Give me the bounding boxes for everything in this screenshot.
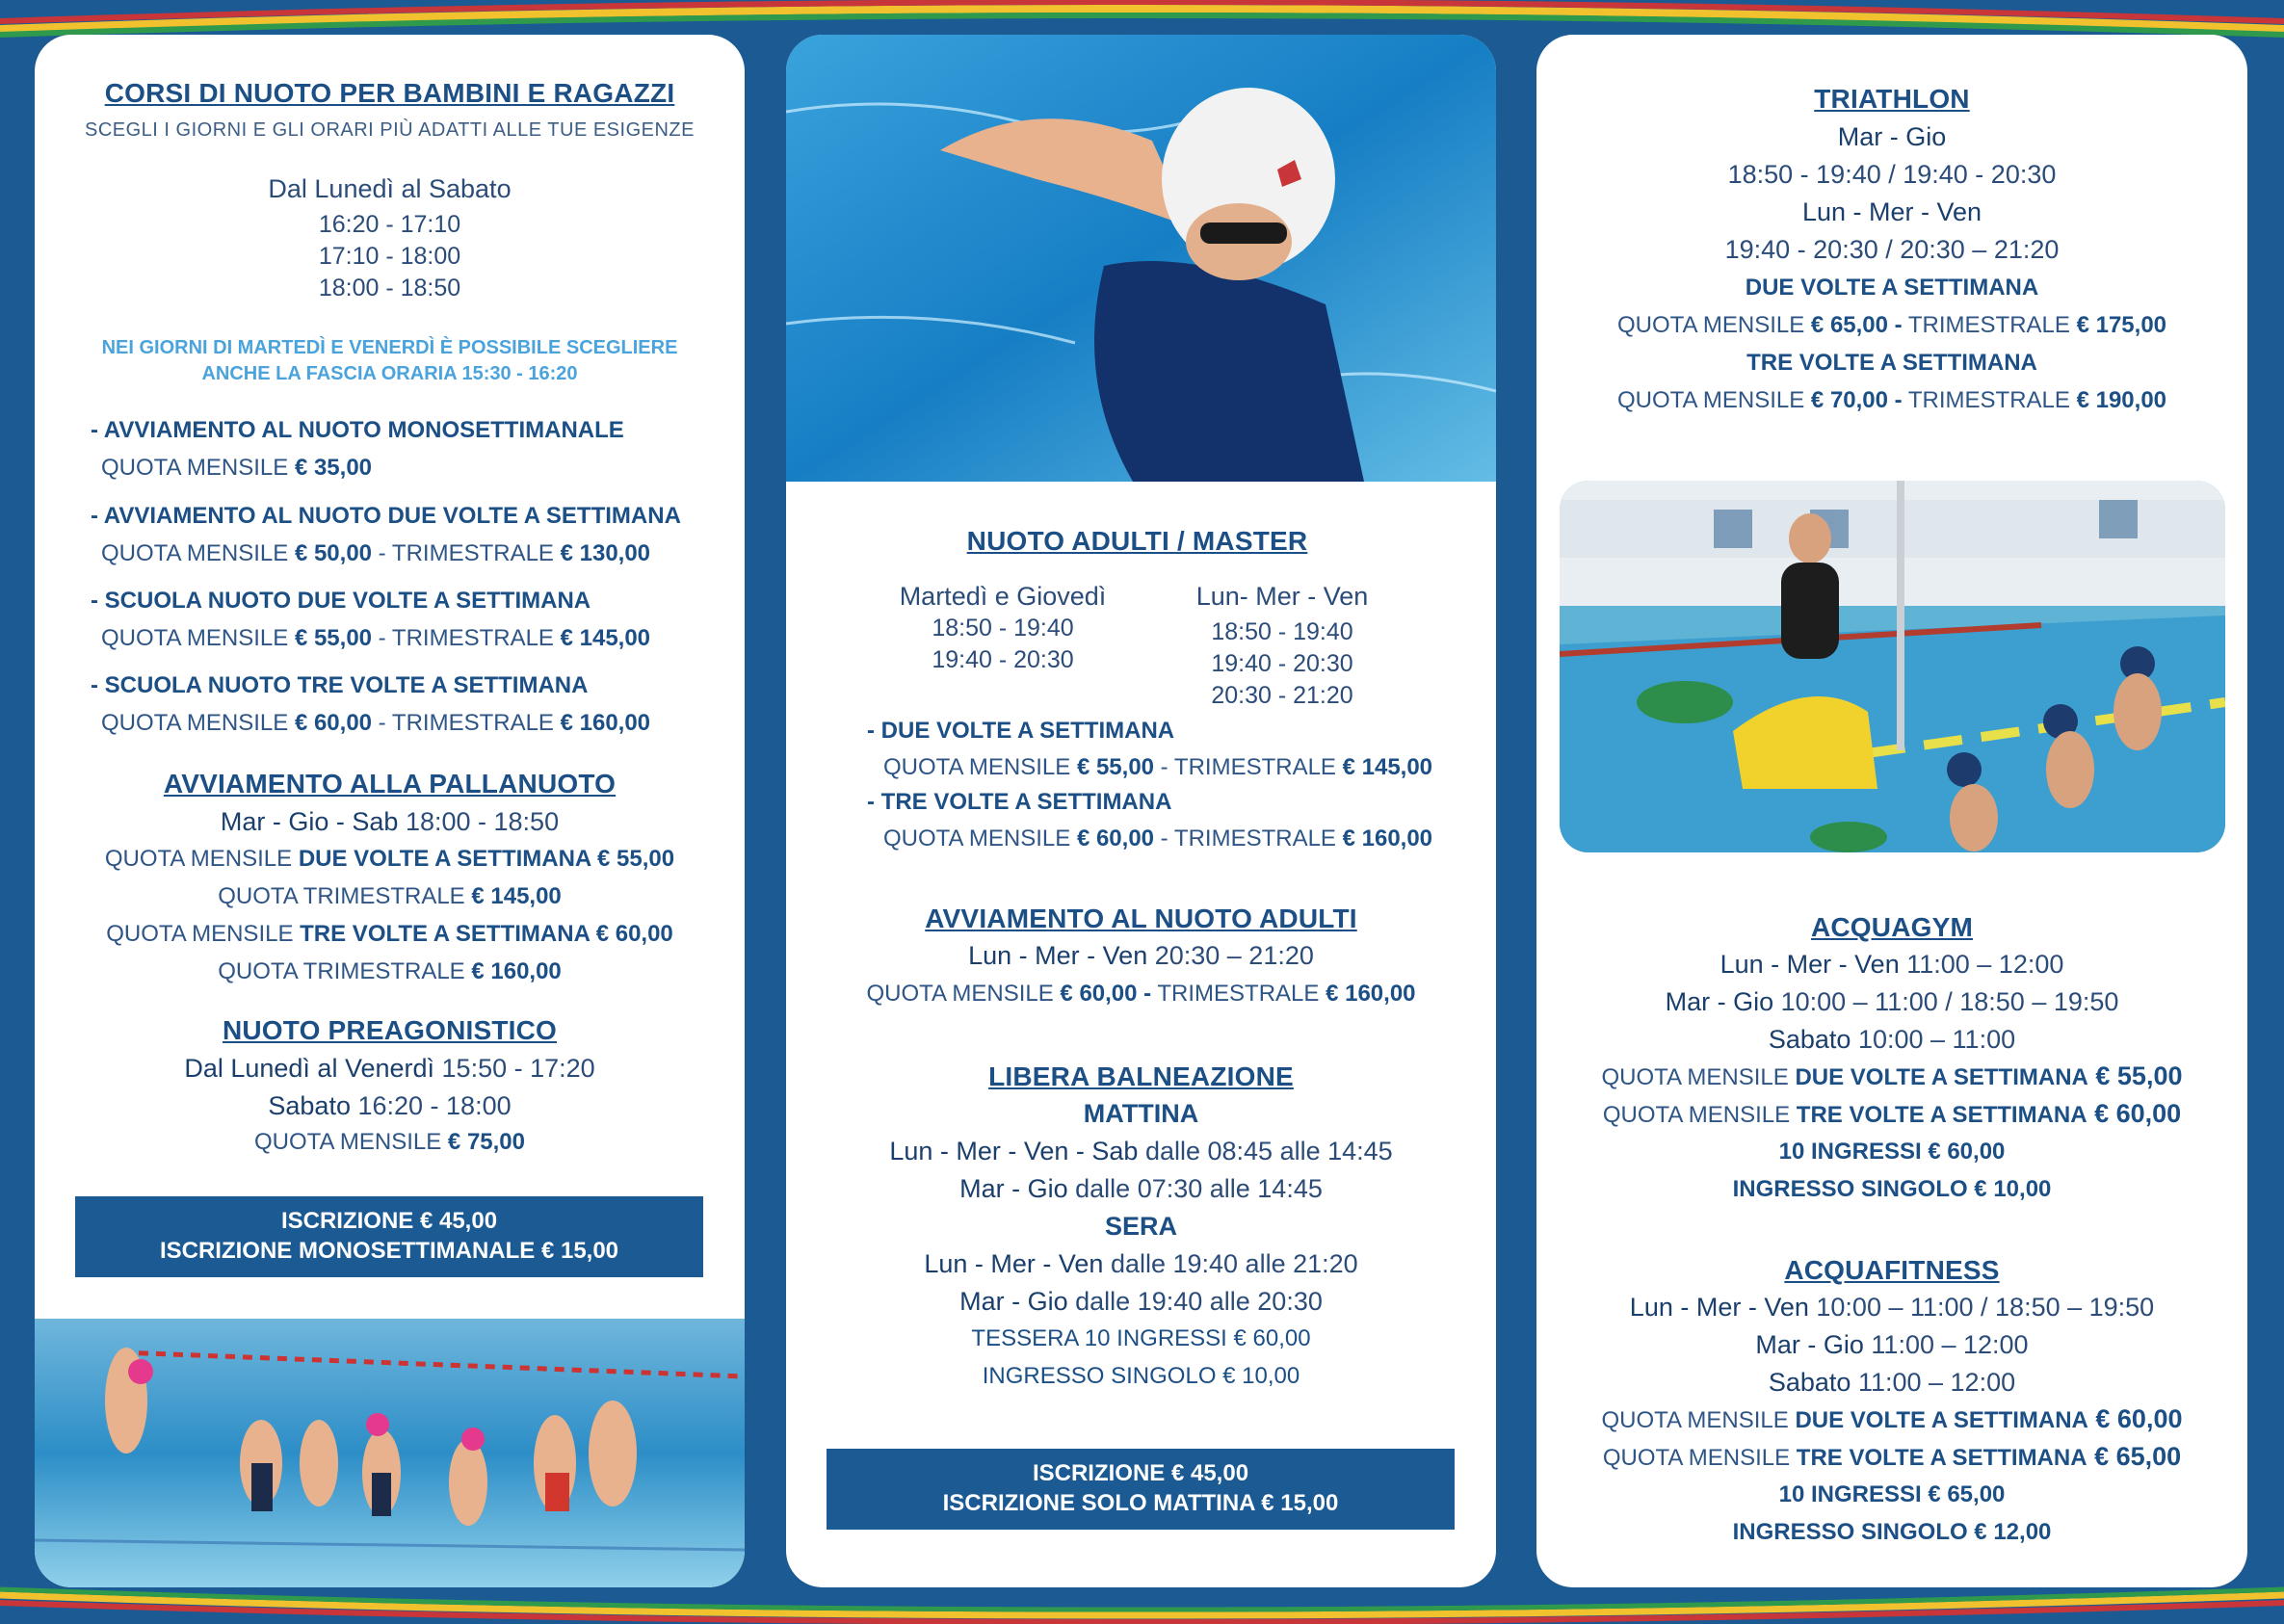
course-4-name: - SCUOLA NUOTO TRE VOLTE A SETTIMANA [91,672,589,698]
triathlon-due: DUE VOLTE A SETTIMANA [1745,275,2039,301]
adulti-title: NUOTO ADULTI / MASTER [966,526,1308,556]
libera-mattina: MATTINA [1083,1099,1199,1128]
triathlon-due-quota: QUOTA MENSILE € 65,00 - TRIMESTRALE € 175,00 [1616,312,2167,338]
triathlon-days-2: Lun - Mer - Ven [1801,197,1982,226]
pallanuoto-quota-1: QUOTA MENSILE DUE VOLTE A SETTIMANA € 55,00 [104,846,675,872]
adulti-col-2-head: Lun- Mer - Ven [1195,582,1369,611]
pallanuoto-quota-3: QUOTA MENSILE TRE VOLTE A SETTIMANA € 60,00 [106,921,673,947]
kids-underwater-photo [35,1319,745,1587]
avviamento-adulti-title: AVVIAMENTO AL NUOTO ADULTI [925,904,1357,933]
avviamento-adulti-schedule: Lun - Mer - Ven 20:30 – 21:20 [968,941,1314,970]
libera-title: LIBERA BALNEAZIONE [988,1061,1294,1091]
kids-note-2: ANCHE LA FASCIA ORARIA 15:30 - 16:20 [201,363,578,384]
left-enrollment-banner [75,1196,703,1277]
triathlon-tre: TRE VOLTE A SETTIMANA [1746,350,2037,376]
acquagym-title: ACQUAGYM [1810,912,1974,942]
acquagym-photo [1560,481,2225,852]
middle-banner-line-1: ISCRIZIONE € 45,00 [1032,1460,1249,1486]
course-2-quota: QUOTA MENSILE € 50,00 - TRIMESTRALE € 130,00 [101,540,651,566]
acquagym-quota-1: QUOTA MENSILE DUE VOLTE A SETTIMANA € 55,00 [1601,1061,2183,1090]
acquafitness-title: ACQUAFITNESS [1784,1255,2000,1285]
middle-panel [786,35,1496,1587]
libera-mattina-2: Mar - Gio dalle 07:30 alle 14:45 [959,1174,1323,1203]
bottom-color-stripes [0,1585,2284,1624]
course-1-name: - AVVIAMENTO AL NUOTO MONOSETTIMANALE [91,417,624,443]
libera-sera-2: Mar - Gio dalle 19:40 alle 20:30 [959,1287,1323,1316]
triathlon-title: TRIATHLON [1814,84,1970,114]
adulti-option-2-name: - TRE VOLTE A SETTIMANA [867,789,1172,815]
libera-singolo: INGRESSO SINGOLO € 10,00 [982,1363,1300,1389]
kids-course-title: CORSI DI NUOTO PER BAMBINI E RAGAZZI [104,78,675,108]
swimmer-photo [786,35,1496,482]
preagonistico-schedule-1: Dal Lunedì al Venerdì 15:50 - 17:20 [184,1054,595,1083]
triathlon-days-1: Mar - Gio [1837,122,1947,151]
course-2-name: - AVVIAMENTO AL NUOTO DUE VOLTE A SETTIMANA [91,503,681,529]
acquafitness-schedule-2: Mar - Gio 11:00 – 12:00 [1755,1330,2029,1359]
kids-time-3: 18:00 - 18:50 [318,275,461,301]
acquagym-schedule-3: Sabato 10:00 – 11:00 [1768,1025,2016,1054]
preagonistico-quota: QUOTA MENSILE € 75,00 [253,1129,525,1155]
kids-note-1: NEI GIORNI DI MARTEDÌ E VENERDÌ È POSSIBILE SCEGLIERE [101,337,678,358]
acquafitness-quota-1: QUOTA MENSILE DUE VOLTE A SETTIMANA € 60,00 [1601,1404,2183,1433]
top-color-stripes [0,0,2284,39]
middle-enrollment-banner [827,1449,1455,1530]
kids-time-1: 16:20 - 17:10 [318,211,461,238]
kids-course-subtitle: SCEGLI I GIORNI E GLI ORARI PIÙ ADATTI ALLE TUE ESIGENZE [85,119,695,141]
left-panel [35,35,745,1587]
acquafitness-schedule-1: Lun - Mer - Ven 10:00 – 11:00 / 18:50 – 19:50 [1629,1293,2155,1322]
adulti-option-2-quota: QUOTA MENSILE € 60,00 - TRIMESTRALE € 160,00 [883,825,1433,851]
acquagym-schedule-2: Mar - Gio 10:00 – 11:00 / 18:50 – 19:50 [1665,987,2119,1016]
left-banner-line-2: ISCRIZIONE MONOSETTIMANALE € 15,00 [159,1238,619,1264]
pallanuoto-title: AVVIAMENTO ALLA PALLANUOTO [163,769,617,799]
preagonistico-schedule-2: Sabato 16:20 - 18:00 [268,1091,512,1120]
pallanuoto-quota-2: QUOTA TRIMESTRALE € 145,00 [218,883,562,909]
course-1-quota: QUOTA MENSILE € 35,00 [101,455,373,481]
acquagym-singolo: INGRESSO SINGOLO € 10,00 [1732,1176,2052,1202]
adulti-col-2-time-3: 20:30 - 21:20 [1211,682,1353,709]
adulti-col-2-time-1: 18:50 - 19:40 [1211,618,1353,645]
acquagym-10-ingressi: 10 INGRESSI € 60,00 [1778,1139,2006,1165]
libera-sera: SERA [1104,1212,1177,1241]
avviamento-adulti-quota: QUOTA MENSILE € 60,00 - TRIMESTRALE € 160,00 [866,981,1416,1007]
acquagym-quota-2: QUOTA MENSILE TRE VOLTE A SETTIMANA € 60,00 [1602,1099,2182,1128]
right-panel [1536,35,2247,1587]
libera-tessera: TESSERA 10 INGRESSI € 60,00 [971,1325,1311,1351]
left-banner-line-1: ISCRIZIONE € 45,00 [280,1208,498,1234]
adulti-col-1-time-2: 19:40 - 20:30 [932,646,1074,673]
pallanuoto-schedule: Mar - Gio - Sab 18:00 - 18:50 [220,807,560,836]
acquagym-schedule-1: Lun - Mer - Ven 11:00 – 12:00 [1720,950,2064,979]
kids-time-2: 17:10 - 18:00 [318,243,461,270]
adulti-col-1-time-1: 18:50 - 19:40 [932,615,1074,642]
kids-days: Dal Lunedì al Sabato [268,174,512,203]
course-3-quota: QUOTA MENSILE € 55,00 - TRIMESTRALE € 145,00 [101,625,651,651]
adulti-option-1-quota: QUOTA MENSILE € 55,00 - TRIMESTRALE € 145,00 [883,754,1433,780]
libera-sera-1: Lun - Mer - Ven dalle 19:40 alle 21:20 [924,1249,1358,1278]
acquafitness-10-ingressi: 10 INGRESSI € 65,00 [1778,1481,2006,1507]
adulti-col-1 [873,580,1133,676]
triathlon-times-1: 18:50 - 19:40 / 19:40 - 20:30 [1727,160,2057,189]
acquafitness-singolo: INGRESSO SINGOLO € 12,00 [1732,1519,2052,1545]
acquafitness-quota-2: QUOTA MENSILE TRE VOLTE A SETTIMANA € 65,00 [1602,1442,2182,1471]
preagonistico-title: NUOTO PREAGONISTICO [222,1015,558,1045]
triathlon-tre-quota: QUOTA MENSILE € 70,00 - TRIMESTRALE € 190,00 [1616,387,2167,413]
course-4-quota: QUOTA MENSILE € 60,00 - TRIMESTRALE € 160,00 [101,710,651,736]
adulti-col-2 [1171,580,1393,712]
triathlon-times-2: 19:40 - 20:30 / 20:30 – 21:20 [1724,235,2060,264]
adulti-col-1-head: Martedì e Giovedì [899,582,1107,611]
adulti-col-2-time-2: 19:40 - 20:30 [1211,650,1353,677]
course-3-name: - SCUOLA NUOTO DUE VOLTE A SETTIMANA [91,588,591,614]
libera-mattina-1: Lun - Mer - Ven - Sab dalle 08:45 alle 14:45 [889,1137,1393,1166]
acquafitness-schedule-3: Sabato 11:00 – 12:00 [1768,1368,2016,1397]
pallanuoto-quota-4: QUOTA TRIMESTRALE € 160,00 [218,958,562,984]
middle-banner-line-2: ISCRIZIONE SOLO MATTINA € 15,00 [942,1490,1339,1516]
adulti-option-1-name: - DUE VOLTE A SETTIMANA [867,718,1175,744]
